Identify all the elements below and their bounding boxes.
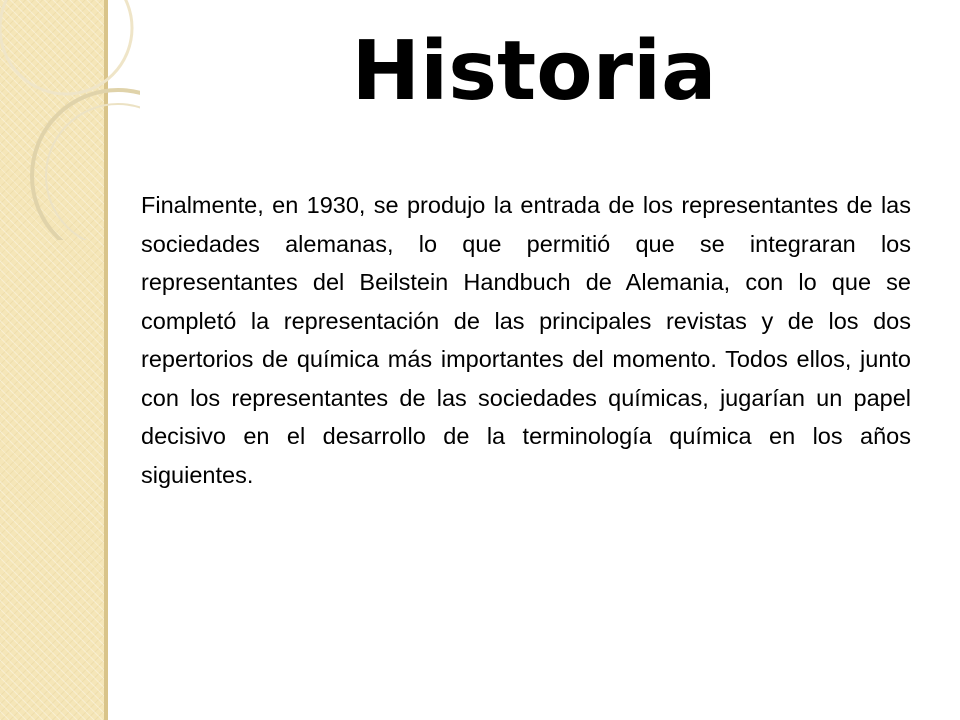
slide-body-text: Finalmente, en 1930, se produjo la entrada de los representantes de las sociedades alemanas, lo que permitió que se integraran los representantes del Beilstein Handbuch de Alemania, con lo que se completó la representación de las principales revistas y de los dos repertorios de química más importantes del momento. Todos ellos, junto con los representantes de las sociedades químicas, jugarían un papel decisivo en el desarrollo de la terminología química en los años siguientes. xyxy=(141,192,911,488)
slide-title: Historia xyxy=(351,24,717,119)
ring-inner xyxy=(46,104,140,240)
